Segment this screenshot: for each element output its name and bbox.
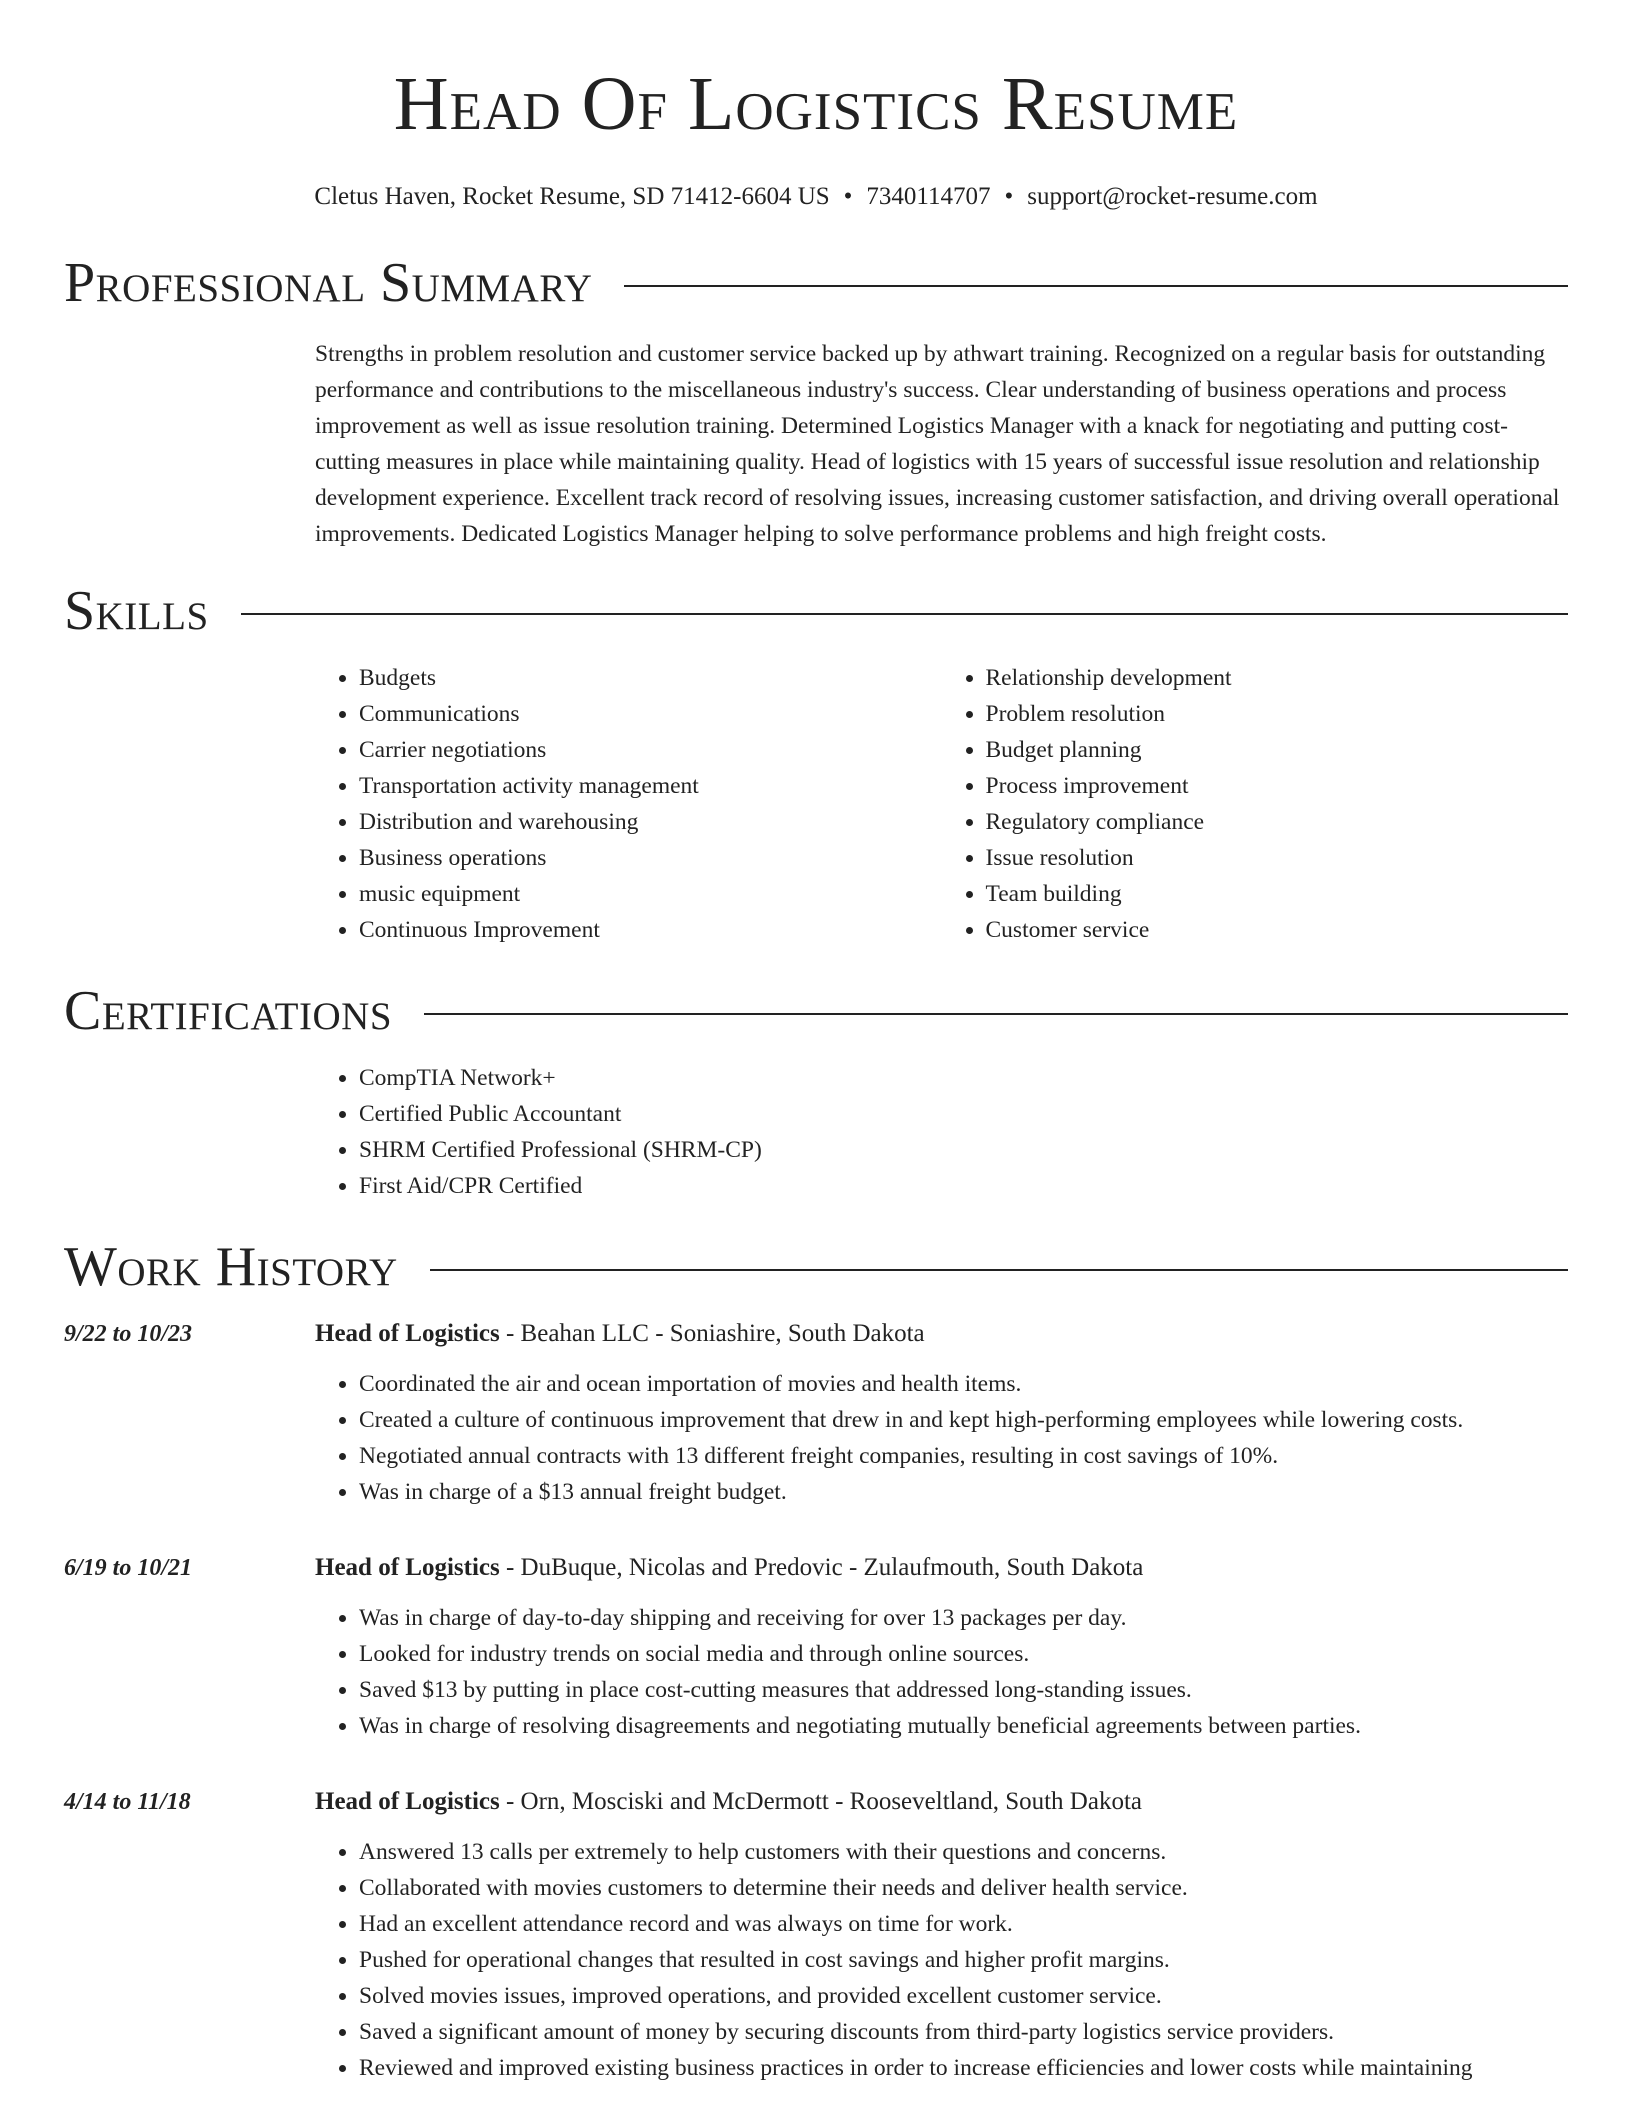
skill-item: • Business operations bbox=[359, 840, 942, 876]
skill-item: • Transportation activity management bbox=[359, 768, 942, 804]
skill-item: • Process improvement bbox=[986, 768, 1569, 804]
job-entry bbox=[64, 1550, 1568, 1744]
skill-item: • Carrier negotiations bbox=[359, 732, 942, 768]
contact-address: Cletus Haven, Rocket Resume, SD 71412-6604 US bbox=[314, 183, 830, 210]
job-bullet: • Created a culture of continuous improvement that drew in and kept high-performing employees while lowering costs. bbox=[359, 1402, 1568, 1438]
summary-section-header bbox=[64, 248, 1568, 318]
job-bullets bbox=[315, 1600, 1568, 1744]
job-bullets bbox=[315, 1366, 1568, 1510]
certification-item: • Certified Public Accountant bbox=[359, 1096, 1568, 1132]
job-title: Head of Logistics bbox=[315, 1554, 500, 1581]
section-divider bbox=[241, 613, 1568, 615]
contact-line bbox=[64, 182, 1568, 212]
job-bullet: • Pushed for operational changes that resulted in cost savings and higher profit margins. bbox=[359, 1942, 1568, 1978]
section-divider bbox=[424, 1013, 1568, 1015]
job-dates: 4/14 to 11/18 bbox=[64, 1789, 191, 1815]
skill-item: • Team building bbox=[986, 876, 1569, 912]
certification-item: • First Aid/CPR Certified bbox=[359, 1168, 1568, 1204]
job-dates: 6/19 to 10/21 bbox=[64, 1555, 193, 1581]
job-employer: - Orn, Mosciski and McDermott - Rooseveltland, South Dakota bbox=[499, 1788, 1142, 1815]
resume-title: Head Of Logistics Resume bbox=[393, 62, 1239, 146]
job-bullet: • Reviewed and improved existing business practices in order to increase efficiencies and lower costs while maintaining bbox=[359, 2050, 1568, 2086]
job-bullet: • Was in charge of day-to-day shipping and receiving for over 13 packages per day. bbox=[359, 1600, 1568, 1636]
certifications-list bbox=[315, 1060, 1568, 1204]
skill-item: • Budget planning bbox=[986, 732, 1569, 768]
certifications-section-header bbox=[64, 976, 1568, 1046]
job-heading bbox=[315, 1316, 1568, 1352]
skills-list-left bbox=[315, 660, 942, 948]
summary-text: Strengths in problem resolution and customer service backed up by athwart training. Recognized on a regular basis for outstanding performance and contributions to the miscellaneous industry's success. Clear understanding of business operations and process improvement as well as issue resolution training. Determined Logistics Manager with a knack for negotiating and putting cost-cutting measures in place while maintaining quality. Head of logistics with 15 years of successful issue resolution and relationship development experience. Excellent track record of resolving issues, increasing customer satisfaction, and driving overall operational improvements. Dedicated Logistics Manager helping to solve performance problems and high freight costs. bbox=[315, 341, 1560, 547]
summary-heading: Professional Summary bbox=[64, 252, 593, 314]
job-heading bbox=[315, 1784, 1568, 1820]
skill-item: • Communications bbox=[359, 696, 942, 732]
skills-list-right bbox=[942, 660, 1569, 948]
skills-columns bbox=[315, 660, 1568, 948]
job-bullet: • Negotiated annual contracts with 13 different freight companies, resulting in cost savings of 10%. bbox=[359, 1438, 1568, 1474]
job-bullet: • Collaborated with movies customers to determine their needs and deliver health service. bbox=[359, 1870, 1568, 1906]
job-bullet: • Looked for industry trends on social media and through online sources. bbox=[359, 1636, 1568, 1672]
skill-item: • music equipment bbox=[359, 876, 942, 912]
work-heading: Work History bbox=[64, 1236, 398, 1298]
job-employer: - DuBuque, Nicolas and Predovic - Zulaufmouth, South Dakota bbox=[499, 1554, 1144, 1581]
certification-item: • CompTIA Network+ bbox=[359, 1060, 1568, 1096]
job-bullets bbox=[315, 1834, 1568, 2086]
job-bullet: • Saved a significant amount of money by securing discounts from third-party logistics service providers. bbox=[359, 2014, 1568, 2050]
skills-heading: Skills bbox=[64, 580, 209, 642]
job-entry bbox=[64, 1316, 1568, 1510]
job-entry bbox=[64, 1784, 1568, 2086]
contact-separator: • bbox=[1004, 183, 1014, 210]
job-bullet: • Had an excellent attendance record and was always on time for work. bbox=[359, 1906, 1568, 1942]
resume-page bbox=[64, 0, 1568, 2086]
work-section-header bbox=[64, 1232, 1568, 1302]
job-body bbox=[315, 1784, 1568, 2086]
skill-item: • Budgets bbox=[359, 660, 942, 696]
skill-item: • Regulatory compliance bbox=[986, 804, 1569, 840]
job-employer: - Beahan LLC - Soniashire, South Dakota bbox=[499, 1320, 925, 1347]
job-title: Head of Logistics bbox=[315, 1320, 500, 1347]
skill-item: • Relationship development bbox=[986, 660, 1569, 696]
contact-email: support@rocket-resume.com bbox=[1027, 183, 1318, 210]
job-heading bbox=[315, 1550, 1568, 1586]
job-bullet: • Answered 13 calls per extremely to help customers with their questions and concerns. bbox=[359, 1834, 1568, 1870]
job-body bbox=[315, 1550, 1568, 1744]
section-divider bbox=[430, 1269, 1568, 1271]
skills-section-header bbox=[64, 576, 1568, 646]
section-divider bbox=[624, 285, 1568, 287]
certifications-block bbox=[315, 1060, 1568, 1204]
certification-item: • SHRM Certified Professional (SHRM-CP) bbox=[359, 1132, 1568, 1168]
skill-item: • Customer service bbox=[986, 912, 1569, 948]
skill-item: • Continuous Improvement bbox=[359, 912, 942, 948]
job-body bbox=[315, 1316, 1568, 1510]
contact-phone: 7340114707 bbox=[866, 183, 991, 210]
job-bullet: • Coordinated the air and ocean importation of movies and health items. bbox=[359, 1366, 1568, 1402]
certifications-heading: Certifications bbox=[64, 980, 393, 1042]
job-bullet: • Saved $13 by putting in place cost-cutting measures that addressed long-standing issues. bbox=[359, 1672, 1568, 1708]
job-bullet: • Was in charge of resolving disagreements and negotiating mutually beneficial agreements between parties. bbox=[359, 1708, 1568, 1744]
job-title: Head of Logistics bbox=[315, 1788, 500, 1815]
job-dates: 9/22 to 10/23 bbox=[64, 1321, 193, 1347]
job-bullet: • Solved movies issues, improved operations, and provided excellent customer service. bbox=[359, 1978, 1568, 2014]
skill-item: • Problem resolution bbox=[986, 696, 1569, 732]
skill-item: • Issue resolution bbox=[986, 840, 1569, 876]
contact-separator: • bbox=[843, 183, 853, 210]
skill-item: • Distribution and warehousing bbox=[359, 804, 942, 840]
job-bullet: • Was in charge of a $13 annual freight budget. bbox=[359, 1474, 1568, 1510]
